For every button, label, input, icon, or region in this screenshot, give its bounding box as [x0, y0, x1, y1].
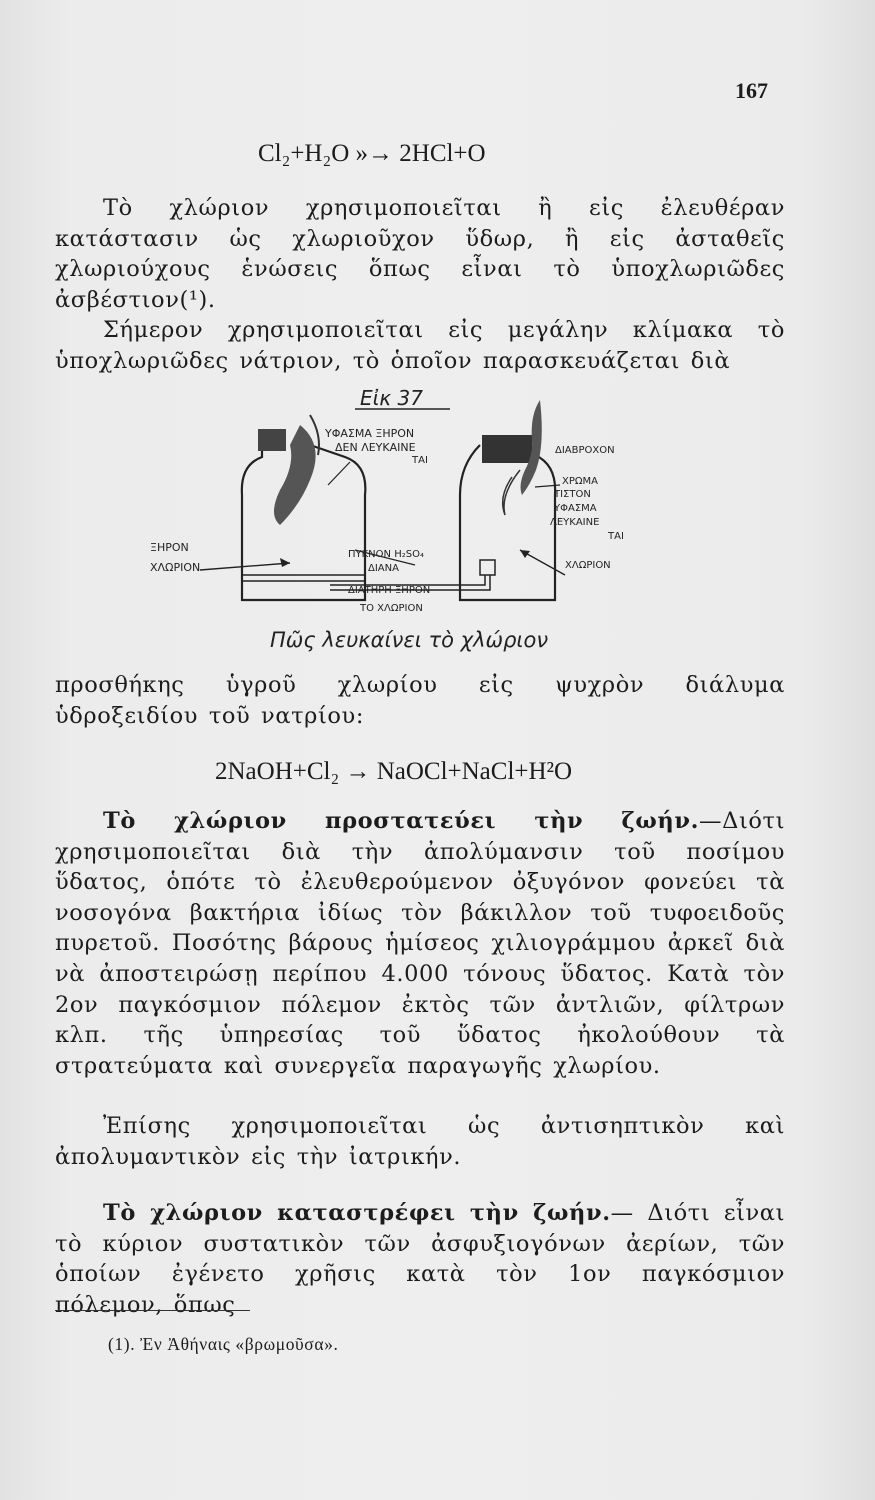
paragraph-uses-text: Τὸ χλώριον χρησιμοποιεῖται ἢ εἰς ἐλευθέραν κατάστασιν ὡς χλωριοῦχον ὕδωρ, ἢ εἰς ἀσταθεῖς χλωριούχους ἑνώσεις ὅπως εἶναι τὸ ὑποχλωριῶδες ἀσβέστιον(¹).: [55, 195, 785, 313]
paragraph-hypochlorite-text: Σήμερον χρησιμοποιεῖται εἰς μεγάλην κλίμακα τὸ ὑποχλωριῶδες νάτριον, τὸ ὁποῖον παρασκευάζεται διὰ: [55, 317, 785, 374]
label-dry-fabric-1: ΥΦΑΣΜΑ ΞΗΡΟΝ: [325, 427, 415, 440]
label-wet-3: ΤΙΣΤΟΝ: [554, 489, 591, 500]
label-acid-2: ΔΙΑΝΑ: [368, 563, 399, 574]
label-chlorine-right: ΧΛΩΡΙΟΝ: [565, 560, 611, 571]
equation-sodium-hypochlorite: 2NaOH+Cl₂ → NaOCl+NaCl+H²O: [215, 758, 573, 785]
label-wet-5: ΛΕΥΚΑΙΝΕ: [550, 517, 600, 528]
footnote: (1). Ἐν Ἀθήναις «βρωμοῦσα».: [108, 1334, 339, 1354]
paragraph-uses: [55, 193, 785, 377]
figure-bleaching-experiment: [150, 385, 670, 660]
label-acid-3: ΔΙΑΤΗΡΗ ΞΗΡΟΝ: [348, 585, 431, 596]
paragraph-destroys-life-text: — Διότι εἶναι τὸ κύριον συστατικὸν τῶν ἀσφυξιογόνων ἀερίων, τῶν ὁποίων ἐγένετο χρῆσις κατὰ τὸν 1ον παγκόσμιον πόλεμον, ὅπως: [55, 1200, 785, 1318]
label-dry-chlorine-1: ΞΗΡΟΝ: [150, 541, 189, 554]
paragraph-antiseptic-text: Ἐπίσης χρησιμοποιεῖται ὡς ἀντισηπτικὸν καὶ ἀπολυμαντικὸν εἰς τὴν ἰατρικήν.: [55, 1113, 785, 1170]
label-dry-chlorine-2: ΧΛΩΡΙΟΝ: [150, 561, 201, 574]
equation-chlorine-water: Cl₂+H₂O »→ 2HCl+O: [258, 140, 486, 167]
figure-caption: Πῶς λευκαίνει τὸ χλώριον: [270, 628, 549, 652]
left-stopper: [258, 429, 286, 451]
paragraph-addition: προσθήκης ὑγροῦ χλωρίου εἰς ψυχρὸν διάλυμα ὑδροξειδίου τοῦ νατρίου:: [55, 672, 785, 729]
paragraph-protects-life-text: —Διότι χρησιμοποιεῖται διὰ τὴν ἀπολύμανσιν τοῦ ποσίμου ὕδατος, ὁπότε τὸ ἐλευθερούμενον ὀξυγόνον φονεύει τὰ νοσογόνα βακτήρια ἰδίως τὸν βάκιλλον τοῦ τυφοειδοῦς πυρετοῦ. Ποσότης βάρους ἡμίσεος χιλιογράμμου ἀρκεῖ διὰ νὰ ἀποστειρώσῃ περίπου 4.000 τόνους ὕδατος. Κατὰ τὸν 2ον παγκόσμιον πόλεμον ἐκτὸς τῶν ἀντλιῶν, φίλτρων κλπ. τῆς ὑπηρεσίας τοῦ ὕδατος ἠκολούθουν τὰ στρατεύματα καὶ συνεργεῖα παραγωγῆς χλωρίου.: [55, 808, 785, 1079]
footnote-divider: [55, 1310, 250, 1311]
label-wet-2: ΧΡΩΜΑ: [562, 476, 598, 487]
label-wet-4: ΥΦΑΣΜΑ: [554, 503, 597, 514]
heading-protects-life: Τὸ χλώριον προστατεύει τὴν ζωήν.: [103, 808, 699, 834]
figure-drawing: [150, 385, 670, 660]
label-acid-4: ΤΟ ΧΛΩΡΙΟΝ: [360, 603, 423, 614]
paragraph-protects-life: [55, 806, 785, 1081]
label-dry-fabric-2: ΔΕΝ ΛΕΥΚΑΙΝΕ: [335, 441, 416, 454]
paragraph-antiseptic: [55, 1111, 785, 1172]
page-number: 167: [735, 78, 768, 103]
paragraph-destroys-life: [55, 1198, 785, 1320]
label-wet-1: ΔΙΑΒΡΟΧΟΝ: [555, 445, 615, 456]
label-wet-6: ΤΑΙ: [608, 531, 624, 542]
figure-number: Εἰκ 37: [360, 386, 423, 410]
heading-destroys-life: Τὸ χλώριον καταστρέφει τὴν ζωήν.: [103, 1200, 611, 1226]
right-stopper: [482, 435, 532, 463]
right-bottle: [460, 445, 555, 600]
label-dry-fabric-3: ΤΑΙ: [412, 455, 428, 466]
label-acid-1: ΠΥΚΝΟΝ H₂SO₄: [348, 549, 424, 560]
